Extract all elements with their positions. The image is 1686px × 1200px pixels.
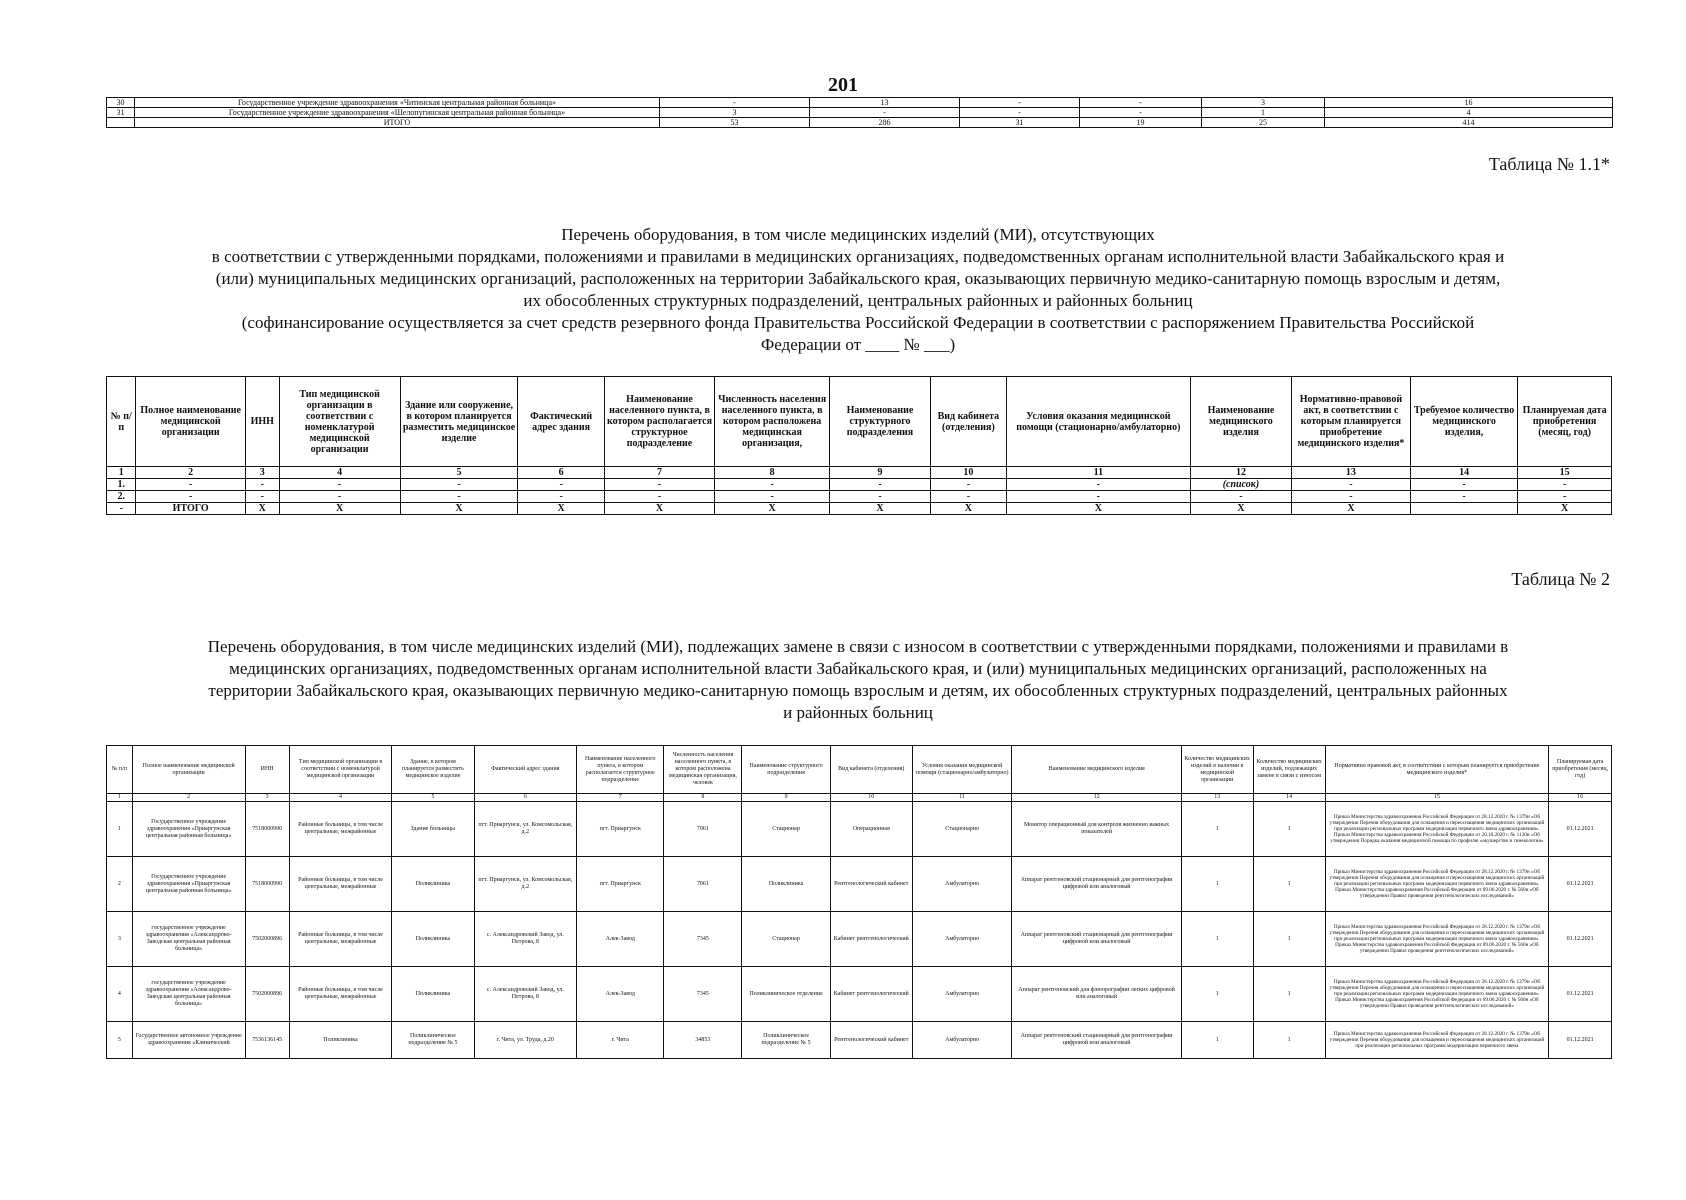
table-cell: Государственное учреждение здравоохранения «Читинская центральная районная больница» <box>135 98 660 108</box>
column-header: Требуемое количество медицинского изделия, <box>1410 377 1517 467</box>
table-cell: 5 <box>107 1022 133 1059</box>
table-cell: - <box>604 491 715 503</box>
table-cell: Амбулаторно <box>912 912 1012 967</box>
table-cell: Районные больницы, в том числе центральные, межрайонные <box>289 912 392 967</box>
column-header: Фактический адрес здания <box>518 377 604 467</box>
table-cell: - <box>1080 108 1202 118</box>
table-cell: 4 <box>1325 108 1613 118</box>
heading-line: территории Забайкальского края, оказывающих первичную медико-санитарную помощь взрослым и детям, их обособленных структурных подразделений, центральных районных <box>208 681 1508 700</box>
heading-line: Федерации от ____ № ___) <box>760 335 956 354</box>
table-cell: 7518000990 <box>245 857 289 912</box>
table-cell: пгт. Приаргунск, ул. Комсомольская, д.2 <box>474 857 577 912</box>
table-cell: 53 <box>660 118 810 128</box>
table-cell: г. Чита, ул. Труда, д.20 <box>474 1022 577 1059</box>
column-number: 3 <box>245 794 289 802</box>
table-row <box>107 98 1613 108</box>
table-cell: 1 <box>1253 912 1325 967</box>
table-cell: 1 <box>1181 802 1253 857</box>
table-cell: - <box>1518 491 1612 503</box>
table-cell: 1 <box>107 802 133 857</box>
table-cell: Аппарат рентгеновский стационарный для рентгенографии цифровой или аналоговый <box>1012 912 1181 967</box>
table-cell: 01.12.2021 <box>1549 967 1612 1022</box>
table-cell: - <box>931 491 1007 503</box>
column-header: Количество медицинских изделий, подлежащих замене в связи с износом <box>1253 746 1325 794</box>
table-cell: Х <box>604 503 715 515</box>
table-cell: - <box>1006 479 1190 491</box>
table-cell: Х <box>518 503 604 515</box>
table-cell: 2. <box>107 491 136 503</box>
column-number: 15 <box>1325 794 1549 802</box>
table-cell: 31 <box>107 108 135 118</box>
column-number: 9 <box>829 467 930 479</box>
table-cell: - <box>715 491 830 503</box>
column-header: Наименование населенного пункта, в котором располагается структурное подразделение <box>604 377 715 467</box>
table-cell: (список) <box>1190 479 1291 491</box>
column-number: 11 <box>912 794 1012 802</box>
table-cell <box>107 118 135 128</box>
table-cell: 7536136145 <box>245 1022 289 1059</box>
table-cell: - <box>245 491 279 503</box>
table-cell: пгт. Приаргунск <box>577 857 664 912</box>
table-cell: 1 <box>1253 802 1325 857</box>
table-cell: - <box>279 479 400 491</box>
table-cell: 13 <box>810 98 960 108</box>
table-1-1-label: Таблица № 1.1* <box>1488 154 1610 174</box>
column-header: Нормативно-правовой акт, в соответствии с которым планируется приобретение медицинского изделия* <box>1291 377 1410 467</box>
table-cell: Х <box>1518 503 1612 515</box>
table-cell: - <box>1006 491 1190 503</box>
column-header: Условия оказания медицинской помощи (стационарно/амбулаторно) <box>1006 377 1190 467</box>
column-number: 11 <box>1006 467 1190 479</box>
table-cell: Здание больницы <box>392 802 474 857</box>
column-number: 7 <box>604 467 715 479</box>
table-cell: Аппарат рентгеновский стационарный для рентгенографии цифровой или аналоговый <box>1012 1022 1181 1059</box>
table-2-label: Таблица № 2 <box>1511 569 1610 589</box>
table-cell: 7518000990 <box>245 802 289 857</box>
table-cell: Х <box>931 503 1007 515</box>
column-number: 12 <box>1012 794 1181 802</box>
column-header: Наименование медицинского изделия <box>1012 746 1181 794</box>
table-cell: 1 <box>1202 108 1325 118</box>
table-cell: 1 <box>1181 967 1253 1022</box>
column-header: Вид кабинета (отделения) <box>830 746 912 794</box>
column-header: Численность населения населенного пункта, в котором расположена медицинская организация, <box>715 377 830 467</box>
column-header: Вид кабинета (отделения) <box>931 377 1007 467</box>
table-cell: Государственное автономное учреждение здравоохранения «Клинический <box>132 1022 245 1059</box>
table-cell: 7061 <box>664 802 742 857</box>
column-number: 14 <box>1410 467 1517 479</box>
table-cell: Х <box>279 503 400 515</box>
column-header: Тип медицинской организации в соответствии с номенклатурой медицинской организации <box>279 377 400 467</box>
table-cell: - <box>810 108 960 118</box>
table-1-1 <box>106 376 1612 515</box>
table-cell: Приказ Министерства здравоохранения Российской Федерации от 28.12.2020 г. № 1379н «Об утверждении Перечня оборудования для оснащения и переоснащения медицинских организаций при реализации региональных программ модернизации первичного звена здравоохранения». Приказ Министерства здравоохранения Российской Федерации от 09.06.2020 г. № 560н «Об утверждении Правил проведения рентгенологических исследований» <box>1325 857 1549 912</box>
column-header: ИНН <box>245 377 279 467</box>
column-number: 1 <box>107 794 133 802</box>
table-cell: 4 <box>107 967 133 1022</box>
top-summary-table <box>106 97 1613 128</box>
table-cell: 34853 <box>664 1022 742 1059</box>
table-cell: г. Чита <box>577 1022 664 1059</box>
table-cell: 7502000896 <box>245 912 289 967</box>
table-cell: - <box>960 98 1080 108</box>
heading-line: их обособленных структурных подразделений, центральных районных и районных больниц <box>523 291 1193 310</box>
heading-line: медицинских организациях, подведомственных органам исполнительной власти Забайкальского края, и (или) муниципальных медицинских организаций, расположенных на <box>229 659 1487 678</box>
table-cell: - <box>1080 98 1202 108</box>
column-number: 2 <box>136 467 245 479</box>
table-cell: с. Александровский Завод, ул. Петрова, 8 <box>474 967 577 1022</box>
column-number: 4 <box>279 467 400 479</box>
heading-line: (или) муниципальных медицинских организаций, расположенных на территории Забайкальского края, оказывающих первичную медико-санитарную помощь взрослым и детям, <box>215 269 1501 288</box>
table-cell: Поликлиника <box>289 1022 392 1059</box>
column-header: Здание, в котором планируется разместить медицинское изделие <box>392 746 474 794</box>
table-row <box>107 491 1612 503</box>
table-cell: 01.12.2021 <box>1549 857 1612 912</box>
table-2 <box>106 745 1612 1059</box>
column-number: 7 <box>577 794 664 802</box>
table-cell: 01.12.2021 <box>1549 912 1612 967</box>
table-cell: Амбулаторно <box>912 857 1012 912</box>
table-cell: 1 <box>1181 857 1253 912</box>
table-cell: 7345 <box>664 967 742 1022</box>
table-2-heading <box>100 636 1616 724</box>
column-header: Количество медицинских изделий в наличии в медицинской организации <box>1181 746 1253 794</box>
table-cell: Амбулаторно <box>912 1022 1012 1059</box>
table-cell: - <box>1190 491 1291 503</box>
heading-line: (софинансирование осуществляется за счет средств резервного фонда Правительства Российской Федерации в соответствии с распоряжением Правительства Российской <box>241 313 1475 332</box>
table-cell: Алек-Завод <box>577 967 664 1022</box>
table-cell: Х <box>1291 503 1410 515</box>
table-cell: 01.12.2021 <box>1549 1022 1612 1059</box>
table-cell: - <box>931 479 1007 491</box>
table-cell: пгт. Приаргунск <box>577 802 664 857</box>
table-cell: 1 <box>1253 967 1325 1022</box>
table-cell: Поликлиническое отделение <box>742 967 830 1022</box>
table-cell: ИТОГО <box>135 118 660 128</box>
table-cell: - <box>829 491 930 503</box>
table-cell: Операционная <box>830 802 912 857</box>
table-cell: - <box>400 479 518 491</box>
table-cell: государственное учреждение здравоохранения «Александрово-Заводская центральная районная больница» <box>132 912 245 967</box>
column-header: Планируемая дата приобретения (месяц, год) <box>1518 377 1612 467</box>
table-cell: Х <box>245 503 279 515</box>
table-cell: Кабинет рентгенологический <box>830 912 912 967</box>
table-cell: 30 <box>107 98 135 108</box>
table-cell: 2 <box>107 857 133 912</box>
table-cell: 16 <box>1325 98 1613 108</box>
column-header: Наименование структурного подразделения <box>742 746 830 794</box>
table-cell: государственное учреждение здравоохранения «Александрово-Заводская центральная районная больница» <box>132 967 245 1022</box>
table-cell: Аппарат рентгеновский для флюорографии легких цифровой или аналоговый <box>1012 967 1181 1022</box>
table-row <box>107 479 1612 491</box>
table-row <box>107 108 1613 118</box>
table-cell: - <box>1518 479 1612 491</box>
table-cell: 31 <box>960 118 1080 128</box>
column-header: № п/п <box>107 746 133 794</box>
table-cell: Рентгенологический кабинет <box>830 1022 912 1059</box>
table-row <box>107 802 1612 857</box>
table-row <box>107 118 1613 128</box>
table-cell: 286 <box>810 118 960 128</box>
table-cell: 1. <box>107 479 136 491</box>
column-header: Планируемая дата приобретения (месяц, год) <box>1549 746 1612 794</box>
table-cell: Алек-Завод <box>577 912 664 967</box>
heading-line: Перечень оборудования, в том числе медицинских изделий (МИ), подлежащих замене в связи с износом в соответствии с утвержденными порядками, положениями и правилами в <box>207 637 1509 656</box>
column-header: Наименование населенного пункта, в котором располагается структурное подразделение <box>577 746 664 794</box>
table-cell: 7345 <box>664 912 742 967</box>
table-cell: Монитор операционный для контроля жизненно важных показателей <box>1012 802 1181 857</box>
column-header: Наименование структурного подразделения <box>829 377 930 467</box>
table-cell: Поликлиническое подразделение № 5 <box>392 1022 474 1059</box>
table-cell: Рентгенологический кабинет <box>830 857 912 912</box>
table-cell: - <box>107 503 136 515</box>
table-cell: Аппарат рентгеновский стационарный для рентгенографии цифровой или аналоговый <box>1012 857 1181 912</box>
column-number: 3 <box>245 467 279 479</box>
column-number: 4 <box>289 794 392 802</box>
table-cell: Поликлиническое подразделение № 5 <box>742 1022 830 1059</box>
column-number: 10 <box>931 467 1007 479</box>
table-cell: 414 <box>1325 118 1613 128</box>
column-header: № п/п <box>107 377 136 467</box>
column-number-row <box>107 467 1612 479</box>
column-number: 13 <box>1181 794 1253 802</box>
column-number: 8 <box>715 467 830 479</box>
table-cell: 7061 <box>664 857 742 912</box>
table-cell: - <box>279 491 400 503</box>
column-header: Тип медицинской организации в соответствии с номенклатурой медицинской организации <box>289 746 392 794</box>
table-cell: - <box>1291 491 1410 503</box>
column-number: 6 <box>474 794 577 802</box>
column-number: 10 <box>830 794 912 802</box>
table-cell: 1 <box>1253 1022 1325 1059</box>
column-number-row <box>107 794 1612 802</box>
heading-line: в соответствии с утвержденными порядками, положениями и правилами в медицинских организациях, подведомственных органам исполнительной власти Забайкальского края и <box>211 247 1505 266</box>
table-cell: 19 <box>1080 118 1202 128</box>
column-number: 5 <box>400 467 518 479</box>
column-number: 6 <box>518 467 604 479</box>
column-number: 5 <box>392 794 474 802</box>
table-cell: 1 <box>1181 1022 1253 1059</box>
table-cell: - <box>715 479 830 491</box>
table-cell: Районные больницы, в том числе центральные, межрайонные <box>289 967 392 1022</box>
table-cell: Приказ Министерства здравоохранения Российской Федерации от 28.12.2020 г. № 1379н «Об утверждении Перечня оборудования для оснащения и переоснащения медицинских организаций при реализации региональных программ модернизации первичного звена здравоохранения». Приказ Министерства здравоохранения Российской Федерации от 20.10.2020 г. № 1130н «Об утверждении Порядка оказания медицинской помощи по профилю «акушерство и гинекология» <box>1325 802 1549 857</box>
table-cell: Х <box>715 503 830 515</box>
table-cell: 3 <box>1202 98 1325 108</box>
table-cell: Х <box>1190 503 1291 515</box>
column-number: 8 <box>664 794 742 802</box>
table-cell: Приказ Министерства здравоохранения Российской Федерации от 28.12.2020 г. № 1379н «Об утверждении Перечня оборудования для оснащения и переоснащения медицинских организаций при реализации региональных программ модернизации первичного звена здравоохранения». Приказ Министерства здравоохранения Российской Федерации от 09.06.2020 г. № 560н «Об утверждении Правил проведения рентгенологических исследований» <box>1325 967 1549 1022</box>
heading-line: и районных больниц <box>783 703 933 722</box>
column-header: ИНН <box>245 746 289 794</box>
column-header: Полное наименование медицинской организации <box>136 377 245 467</box>
column-number: 12 <box>1190 467 1291 479</box>
table-cell: 25 <box>1202 118 1325 128</box>
table-cell: Приказ Министерства здравоохранения Российской Федерации от 28.12.2020 г. № 1379н «Об утверждении Перечня оборудования для оснащения и переоснащения медицинских организаций при реализации региональных программ модернизации первичного звена здравоохранения». Приказ Министерства здравоохранения Российской Федерации от 09.06.2020 г. № 560н «Об утверждении Правил проведения рентгенологических исследований» <box>1325 912 1549 967</box>
table-cell: - <box>136 491 245 503</box>
table-cell: - <box>1410 491 1517 503</box>
table-cell: 7502000896 <box>245 967 289 1022</box>
column-header: Здание или сооружение, в котором планируется разместить медицинское изделие <box>400 377 518 467</box>
table-cell: Амбулаторно <box>912 967 1012 1022</box>
table-row <box>107 503 1612 515</box>
table-cell: Поликлиника <box>392 857 474 912</box>
column-number: 1 <box>107 467 136 479</box>
table-cell: пгт. Приаргунск, ул. Комсомольская, д.2 <box>474 802 577 857</box>
table-row <box>107 857 1612 912</box>
column-header: Наименование медицинского изделия <box>1190 377 1291 467</box>
column-header: Полное наименование медицинской организации <box>132 746 245 794</box>
table-cell: 1 <box>1181 912 1253 967</box>
table-cell: Районные больницы, в том числе центральные, межрайонные <box>289 802 392 857</box>
table-cell: 3 <box>660 108 810 118</box>
table-cell: Х <box>1006 503 1190 515</box>
table-cell: Поликлиника <box>392 912 474 967</box>
table-cell: ИТОГО <box>136 503 245 515</box>
column-header: Нормативно правовой акт, в соответствии с которым планируется приобретение медицинского изделия* <box>1325 746 1549 794</box>
table-cell: 1 <box>1253 857 1325 912</box>
table-cell <box>1410 503 1517 515</box>
table-cell: - <box>518 479 604 491</box>
table-cell: Стационарно <box>912 802 1012 857</box>
column-header: Численность населения населенного пункта, в котором расположена медицинская организация, человек <box>664 746 742 794</box>
table-cell: - <box>829 479 930 491</box>
table-row <box>107 912 1612 967</box>
table-cell: Приказ Министерства здравоохранения Российской Федерации от 28.12.2020 г. № 1379н «Об утверждении Перечня оборудования для оснащения и переоснащения медицинских организаций при реализации региональных программ модернизации первичного звена <box>1325 1022 1549 1059</box>
table-cell: Государственное учреждение здравоохранения «Приаргунская центральная районная больница» <box>132 857 245 912</box>
table-1-1-heading <box>100 224 1616 356</box>
table-cell: Х <box>400 503 518 515</box>
table-cell: Государственное учреждение здравоохранения «Приаргунская центральная районная больница» <box>132 802 245 857</box>
column-number: 13 <box>1291 467 1410 479</box>
column-header: Фактический адрес здания <box>474 746 577 794</box>
column-header: Условия оказания медицинской помощи (стационарно/амбулаторно) <box>912 746 1012 794</box>
table-cell: - <box>518 491 604 503</box>
table-cell: Районные больницы, в том числе центральные, межрайонные <box>289 857 392 912</box>
column-number: 2 <box>132 794 245 802</box>
table-cell: Поликлиника <box>392 967 474 1022</box>
table-cell: - <box>136 479 245 491</box>
table-cell: - <box>604 479 715 491</box>
table-cell: - <box>1410 479 1517 491</box>
table-cell: Х <box>829 503 930 515</box>
table-row <box>107 967 1612 1022</box>
table-cell: - <box>660 98 810 108</box>
column-number: 14 <box>1253 794 1325 802</box>
table-cell: Государственное учреждение здравоохранения «Шелопугинская центральная районная больница» <box>135 108 660 118</box>
table-cell: с. Александровский Завод, ул. Петрова, 8 <box>474 912 577 967</box>
column-number: 16 <box>1549 794 1612 802</box>
table-cell: Стационар <box>742 912 830 967</box>
table-cell: Кабинет рентгенологический <box>830 967 912 1022</box>
table-cell: - <box>400 491 518 503</box>
table-cell: Поликлиника <box>742 857 830 912</box>
table-cell: 01.12.2021 <box>1549 802 1612 857</box>
column-number: 9 <box>742 794 830 802</box>
column-number: 15 <box>1518 467 1612 479</box>
table-row <box>107 1022 1612 1059</box>
heading-line: Перечень оборудования, в том числе медицинских изделий (МИ), отсутствующих <box>561 225 1155 244</box>
table-cell: - <box>960 108 1080 118</box>
table-cell: 3 <box>107 912 133 967</box>
table-cell: - <box>245 479 279 491</box>
page-number: 201 <box>828 74 858 96</box>
table-cell: Стационар <box>742 802 830 857</box>
table-cell: - <box>1291 479 1410 491</box>
